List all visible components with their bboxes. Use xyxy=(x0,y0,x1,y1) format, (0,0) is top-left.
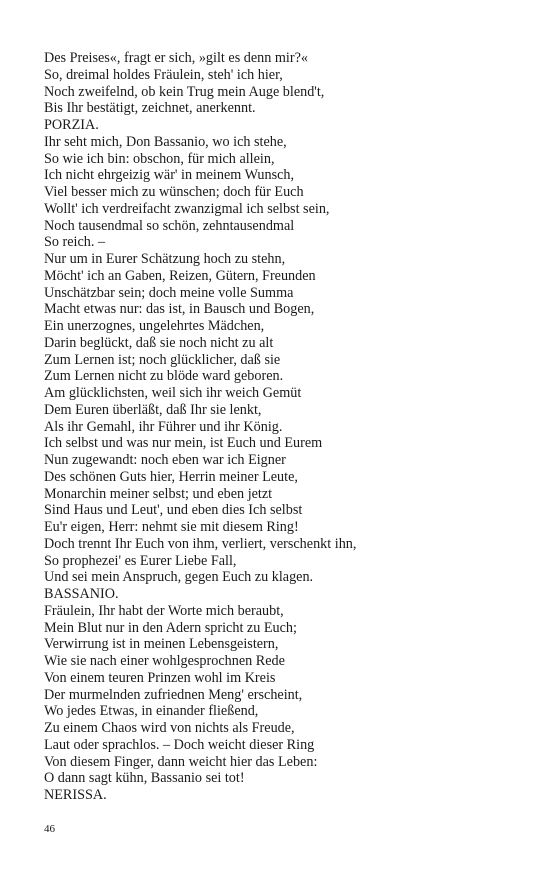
text-line: Noch zweifelnd, ob kein Trug mein Auge blend't, xyxy=(44,83,325,100)
text-line: So wie ich bin: obschon, für mich allein, xyxy=(44,150,275,167)
text-line: Nun zugewandt: noch eben war ich Eigner xyxy=(44,452,286,468)
text-line: Ich nicht ehrgeizig wär' in meinem Wunsch, xyxy=(44,167,295,184)
text-line: Unschätzbar sein; doch meine volle Summa xyxy=(44,284,294,301)
text-line: Eu'r eigen, Herr: nehmt sie mit diesem Ring! xyxy=(44,519,299,535)
text-line: Macht etwas nur: das ist, in Bausch und Bogen, xyxy=(44,301,315,318)
text-line: BASSANIO. xyxy=(44,586,119,602)
verse-text xyxy=(44,50,524,804)
text-line: Mein Blut nur in den Adern spricht zu Euch; xyxy=(44,619,297,636)
text-line: Von einem teuren Prinzen wohl im Kreis xyxy=(44,669,276,686)
text-line: Ich selbst und was nur mein, ist Euch und Eurem xyxy=(44,435,323,452)
text-line: Dem Euren überläßt, daß Ihr sie lenkt, xyxy=(44,401,262,418)
text-line: Sind Haus und Leut', und eben dies Ich selbst xyxy=(44,502,303,519)
text-line: Zum Lernen nicht zu blöde ward geboren. xyxy=(44,368,284,385)
text-line: Des Preises«, fragt er sich, »gilt es denn mir?« xyxy=(44,50,308,66)
text-line: So reich. – xyxy=(44,234,106,251)
text-line: Zu einem Chaos wird von nichts als Freude, xyxy=(44,720,295,736)
text-line: Darin beglückt, daß sie noch nicht zu alt xyxy=(44,334,274,351)
text-line: O dann sagt kühn, Bassanio sei tot! xyxy=(44,770,245,787)
text-line: Noch tausendmal so schön, zehntausendmal xyxy=(44,217,295,234)
text-line: Und sei mein Anspruch, gegen Euch zu klagen. xyxy=(44,569,314,586)
text-line: Am glücklichsten, weil sich ihr weich Gemüt xyxy=(44,385,302,401)
page-number: 46 xyxy=(44,823,55,835)
text-line: Zum Lernen ist; noch glücklicher, daß sie xyxy=(44,351,281,368)
text-line: Wie sie nach einer wohlgesprochnen Rede xyxy=(44,653,285,669)
text-line: Monarchin meiner selbst; und eben jetzt xyxy=(44,485,273,502)
text-line: PORZIA. xyxy=(44,117,99,133)
text-line: Des schönen Guts hier, Herrin meiner Leute, xyxy=(44,468,298,485)
text-line: So, dreimal holdes Fräulein, steh' ich hier, xyxy=(44,66,283,83)
text-line: Ein unerzognes, ungelehrtes Mädchen, xyxy=(44,318,265,334)
text-line: Doch trennt Ihr Euch von ihm, verliert, verschenkt ihn, xyxy=(44,535,357,552)
text-line: Wollt' ich verdreifacht zwanzigmal ich selbst sein, xyxy=(44,200,330,217)
text-line: Viel besser mich zu wünschen; doch für Euch xyxy=(44,184,304,200)
text-line: NERISSA. xyxy=(44,787,107,803)
text-line: Als ihr Gemahl, ihr Führer und ihr König. xyxy=(44,418,283,435)
text-line: Laut oder sprachlos. – Doch weicht dieser Ring xyxy=(44,736,315,753)
text-line: Wo jedes Etwas, in einander fließend, xyxy=(44,703,259,720)
text-line: Von diesem Finger, dann weicht hier das Leben: xyxy=(44,753,318,770)
text-line: Verwirrung ist in meinen Lebensgeistern, xyxy=(44,636,279,653)
text-line: Nur um in Eurer Schätzung hoch zu stehn, xyxy=(44,251,286,267)
text-line: Ihr seht mich, Don Bassanio, wo ich stehe, xyxy=(44,133,287,150)
text-line: Möcht' ich an Gaben, Reizen, Gütern, Freunden xyxy=(44,267,316,284)
text-line: Der murmelnden zufriednen Meng' erscheint, xyxy=(44,686,303,703)
text-line: So prophezei' es Eurer Liebe Fall, xyxy=(44,552,237,569)
text-line: Fräulein, Ihr habt der Worte mich beraubt, xyxy=(44,602,284,619)
text-line: Bis Ihr bestätigt, zeichnet, anerkennt. xyxy=(44,100,256,117)
